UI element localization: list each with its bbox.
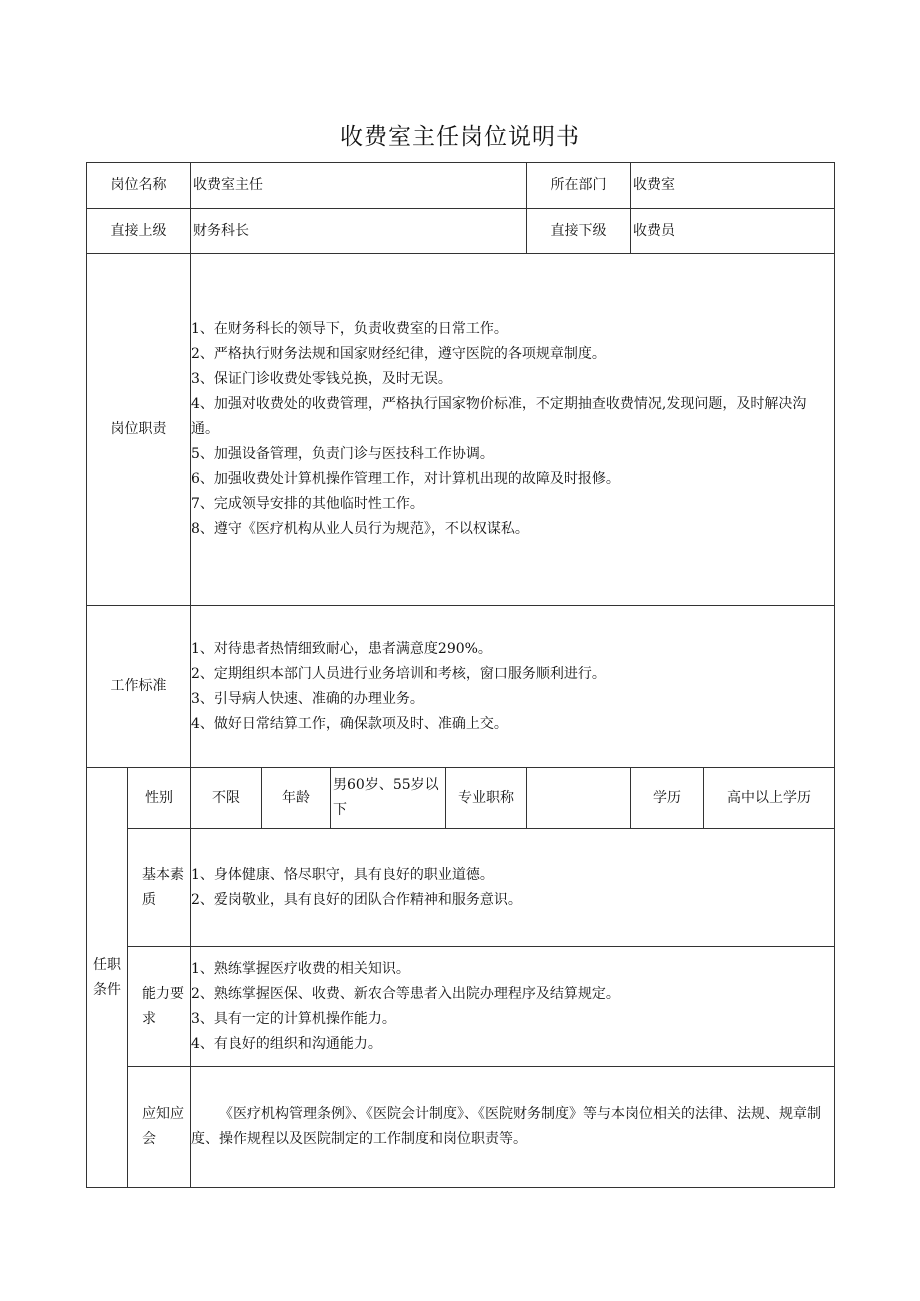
knowledge-row bbox=[87, 1067, 835, 1188]
basic-row-2 bbox=[87, 209, 835, 254]
ability-list bbox=[191, 947, 835, 1067]
dept-value: 收费室 bbox=[631, 163, 835, 209]
basic-quality-row bbox=[87, 829, 835, 947]
duty-item: 4、加强对收费处的收费管理，严格执行国家物价标准，不定期抽查收费情况,发现问题，及时解决沟通。 bbox=[191, 396, 807, 437]
ability-item: 1、熟练掌握医疗收费的相关知识。 bbox=[191, 960, 410, 977]
qualification-row-1 bbox=[87, 768, 835, 829]
age-label: 年龄 bbox=[262, 768, 331, 829]
duty-item: 6、加强收费处计算机操作管理工作，对计算机出现的故障及时报修。 bbox=[191, 471, 620, 487]
superior-label: 直接上级 bbox=[87, 209, 191, 254]
ability-item: 2、熟练掌握医保、收费、新农合等患者入出院办理程序及结算规定。 bbox=[191, 985, 620, 1002]
knowledge-text-cell bbox=[191, 1067, 835, 1188]
education-value: 高中以上学历 bbox=[704, 768, 835, 829]
ability-item: 4、有良好的组织和沟通能力。 bbox=[191, 1035, 382, 1052]
basic-quality-label: 基本素质 bbox=[128, 829, 191, 947]
basic-quality-list bbox=[191, 829, 835, 947]
standards-list bbox=[191, 606, 835, 768]
standard-item: 1、对待患者热情细致耐心，患者满意度290%。 bbox=[191, 640, 492, 657]
page-title: 收费室主任岗位说明书 bbox=[340, 124, 580, 150]
standard-item: 4、做好日常结算工作，确保款项及时、准确上交。 bbox=[191, 715, 508, 732]
standards-label: 工作标准 bbox=[87, 606, 191, 768]
job-description-table bbox=[86, 162, 835, 1188]
age-value: 男60岁、55岁以下 bbox=[331, 768, 446, 829]
superior-value: 财务科长 bbox=[191, 209, 527, 254]
basic-quality-item: 2、爱岗敬业，具有良好的团队合作精神和服务意识。 bbox=[191, 891, 522, 908]
duty-item: 8、遵守《医疗机构从业人员行为规范》，不以权谋私。 bbox=[191, 521, 529, 537]
standards-row bbox=[87, 606, 835, 768]
professional-title-label: 专业职称 bbox=[446, 768, 527, 829]
standard-item: 2、定期组织本部门人员进行业务培训和考核，窗口服务顺利进行。 bbox=[191, 665, 606, 682]
post-name-value: 收费室主任 bbox=[191, 163, 527, 209]
post-name-label: 岗位名称 bbox=[87, 163, 191, 209]
duty-item: 3、保证门诊收费处零钱兑换，及时无误。 bbox=[191, 371, 452, 387]
basic-quality-item: 1、身体健康、恪尽职守，具有良好的职业道德。 bbox=[191, 866, 494, 883]
subordinate-value: 收费员 bbox=[631, 209, 835, 254]
duty-item: 2、严格执行财务法规和国家财经纪律，遵守医院的各项规章制度。 bbox=[191, 346, 606, 362]
ability-label: 能力要求 bbox=[128, 947, 191, 1067]
subordinate-label: 直接下级 bbox=[527, 209, 631, 254]
duties-row bbox=[87, 254, 835, 606]
duties-list bbox=[191, 254, 835, 606]
dept-label: 所在部门 bbox=[527, 163, 631, 209]
professional-title-value bbox=[527, 768, 631, 829]
gender-value: 不限 bbox=[191, 768, 262, 829]
knowledge-label: 应知应会 bbox=[128, 1067, 191, 1188]
knowledge-text: 《医疗机构管理条例》、《医院会计制度》、《医院财务制度》等与本岗位相关的法律、法规、规章制度、操作规程以及医院制定的工作制度和岗位职责等。 bbox=[191, 1106, 821, 1147]
basic-row-1 bbox=[87, 163, 835, 209]
duty-item: 5、加强设备管理，负责门诊与医技科工作协调。 bbox=[191, 446, 494, 462]
education-label: 学历 bbox=[631, 768, 704, 829]
duty-item: 7、完成领导安排的其他临时性工作。 bbox=[191, 496, 424, 512]
duty-item: 1、在财务科长的领导下，负责收费室的日常工作。 bbox=[191, 321, 508, 337]
ability-item: 3、具有一定的计算机操作能力。 bbox=[191, 1010, 396, 1027]
duties-label: 岗位职责 bbox=[87, 254, 191, 606]
standard-item: 3、引导病人快速、准确的办理业务。 bbox=[191, 690, 424, 707]
qualifications-label: 任职条件 bbox=[87, 768, 128, 1188]
ability-row bbox=[87, 947, 835, 1067]
gender-label: 性别 bbox=[128, 768, 191, 829]
